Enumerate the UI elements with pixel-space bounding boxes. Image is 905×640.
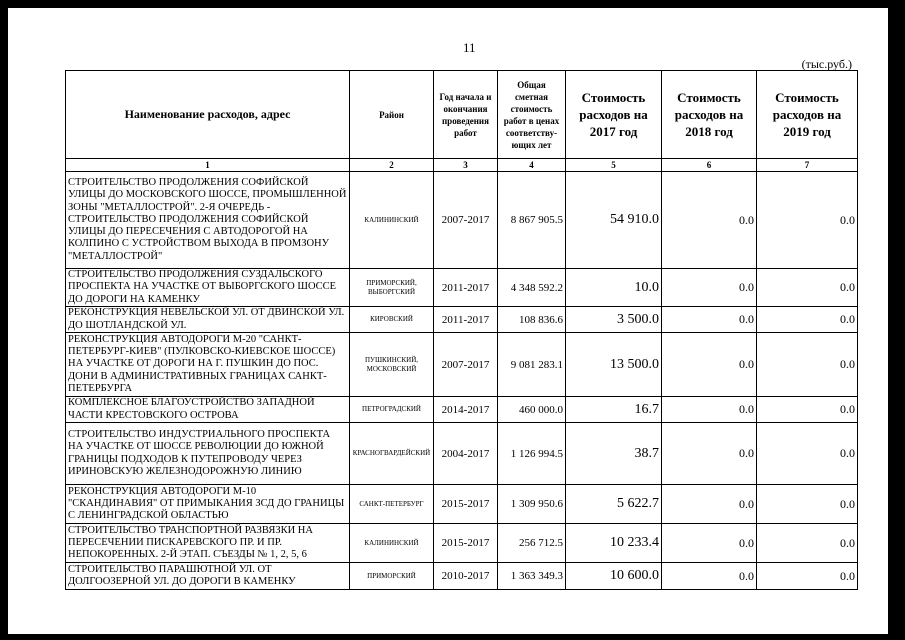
- row-name: СТРОИТЕЛЬСТВО ИНДУСТРИАЛЬНОГО ПРОСПЕКТА НА УЧАСТКЕ ОТ ШОССЕ РЕВОЛЮЦИИ ДО ЮЖНОЙ ГРАНИЦЫ ПОДХОДОВ К ПУТЕПРОВОДУ ЧЕРЕЗ ИРИНОВСКУЮ ЖЕЛЕЗНОДОРОЖНУЮ ЛИНИЮ: [66, 423, 350, 485]
- table-row: [66, 307, 858, 333]
- row-cost-2017: 10.0: [566, 269, 662, 307]
- row-district: САНКТ-ПЕТЕРБУРГ: [350, 485, 434, 524]
- row-cost-2019: 0.0: [757, 269, 858, 307]
- column-number: 3: [434, 159, 498, 172]
- row-cost-2018: 0.0: [662, 307, 757, 333]
- row-cost-2018: 0.0: [662, 333, 757, 397]
- row-period: 2007-2017: [434, 172, 498, 269]
- row-cost-2017: 3 500.0: [566, 307, 662, 333]
- header-total: Общая сметная стоимость работ в ценах соответству-ющих лет: [498, 71, 566, 159]
- row-period: 2011-2017: [434, 307, 498, 333]
- header-cost-2018: Стоимость расходов на 2018 год: [662, 71, 757, 159]
- row-district: ПУШКИНСКИЙ, МОСКОВСКИЙ: [350, 333, 434, 397]
- column-number: 2: [350, 159, 434, 172]
- column-number: 1: [66, 159, 350, 172]
- table-row: [66, 563, 858, 590]
- row-cost-2019: 0.0: [757, 333, 858, 397]
- row-period: 2015-2017: [434, 485, 498, 524]
- column-number: 5: [566, 159, 662, 172]
- row-total: 9 081 283.1: [498, 333, 566, 397]
- row-cost-2017: 10 233.4: [566, 524, 662, 563]
- row-total: 256 712.5: [498, 524, 566, 563]
- row-name: РЕКОНСТРУКЦИЯ НЕВЕЛЬСКОЙ УЛ. ОТ ДВИНСКОЙ УЛ. ДО ШОТЛАНДСКОЙ УЛ.: [66, 307, 350, 333]
- row-period: 2015-2017: [434, 524, 498, 563]
- table-row: [66, 524, 858, 563]
- row-cost-2018: 0.0: [662, 524, 757, 563]
- row-cost-2018: 0.0: [662, 485, 757, 524]
- row-total: 1 309 950.6: [498, 485, 566, 524]
- header-name: Наименование расходов, адрес: [66, 71, 350, 159]
- column-number-row: [66, 159, 858, 172]
- row-name: СТРОИТЕЛЬСТВО ПРОДОЛЖЕНИЯ СУЗДАЛЬСКОГО ПРОСПЕКТА НА УЧАСТКЕ ОТ ВЫБОРГСКОГО ШОССЕ ДО ДОРОГИ НА КАМЕНКУ: [66, 269, 350, 307]
- row-cost-2018: 0.0: [662, 397, 757, 423]
- row-total: 460 000.0: [498, 397, 566, 423]
- column-number: 6: [662, 159, 757, 172]
- row-cost-2017: 54 910.0: [566, 172, 662, 269]
- row-district: КАЛИНИНСКИЙ: [350, 172, 434, 269]
- table-row: [66, 269, 858, 307]
- row-district: ПРИМОРСКИЙ: [350, 563, 434, 590]
- row-cost-2019: 0.0: [757, 423, 858, 485]
- row-total: 1 363 349.3: [498, 563, 566, 590]
- expenses-table: [65, 70, 858, 590]
- table-row: [66, 423, 858, 485]
- row-cost-2019: 0.0: [757, 485, 858, 524]
- row-cost-2017: 13 500.0: [566, 333, 662, 397]
- row-total: 108 836.6: [498, 307, 566, 333]
- row-cost-2019: 0.0: [757, 397, 858, 423]
- header-row: [66, 71, 858, 159]
- row-cost-2017: 38.7: [566, 423, 662, 485]
- row-period: 2014-2017: [434, 397, 498, 423]
- table-row: [66, 172, 858, 269]
- row-period: 2004-2017: [434, 423, 498, 485]
- row-district: ПРИМОРСКИЙ, ВЫБОРГСКИЙ: [350, 269, 434, 307]
- row-total: 8 867 905.5: [498, 172, 566, 269]
- row-name: РЕКОНСТРУКЦИЯ АВТОДОРОГИ М-20 "САНКТ-ПЕТЕРБУРГ-КИЕВ" (ПУЛКОВСКО-КИЕВСКОЕ ШОССЕ) НА УЧАСТКЕ ОТ ДОРОГИ НА Г. ПУШКИН ДО ПОС. ДОНИ В АДМИНИСТРАТИВНЫХ ГРАНИЦАХ САНКТ-ПЕТЕРБУРГА: [66, 333, 350, 397]
- row-district: КАЛИНИНСКИЙ: [350, 524, 434, 563]
- row-cost-2018: 0.0: [662, 423, 757, 485]
- column-number: 4: [498, 159, 566, 172]
- document-page: [8, 8, 888, 634]
- row-cost-2019: 0.0: [757, 563, 858, 590]
- page-number: 11: [463, 40, 476, 55]
- row-name: СТРОИТЕЛЬСТВО ТРАНСПОРТНОЙ РАЗВЯЗКИ НА ПЕРЕСЕЧЕНИИ ПИСКАРЕВСКОГО ПР. И ПР. НЕПОКОРЕННЫХ. 2-Й ЭТАП. СЪЕЗДЫ № 1, 2, 5, 6: [66, 524, 350, 563]
- row-cost-2017: 5 622.7: [566, 485, 662, 524]
- row-total: 1 126 994.5: [498, 423, 566, 485]
- header-cost-2017: Стоимость расходов на 2017 год: [566, 71, 662, 159]
- header-cost-2019: Стоимость расходов на 2019 год: [757, 71, 858, 159]
- row-cost-2018: 0.0: [662, 172, 757, 269]
- table-row: [66, 333, 858, 397]
- header-district: Район: [350, 71, 434, 159]
- row-cost-2019: 0.0: [757, 172, 858, 269]
- row-cost-2017: 10 600.0: [566, 563, 662, 590]
- row-name: СТРОИТЕЛЬСТВО ПАРАШЮТНОЙ УЛ. ОТ ДОЛГООЗЕРНОЙ УЛ. ДО ДОРОГИ В КАМЕНКУ: [66, 563, 350, 590]
- row-period: 2010-2017: [434, 563, 498, 590]
- row-total: 4 348 592.2: [498, 269, 566, 307]
- header-years: Год начала и окончания проведения работ: [434, 71, 498, 159]
- table-row: [66, 485, 858, 524]
- row-cost-2017: 16.7: [566, 397, 662, 423]
- row-name: СТРОИТЕЛЬСТВО ПРОДОЛЖЕНИЯ СОФИЙСКОЙ УЛИЦЫ ДО МОСКОВСКОГО ШОССЕ, ПРОМЫШЛЕННОЙ ЗОНЫ "МЕТАЛЛОСТРОЙ". 2-Я ОЧЕРЕДЬ - СТРОИТЕЛЬСТВО ПРОДОЛЖЕНИЯ СОФИЙСКОЙ УЛИЦЫ ДО ПЕРЕСЕЧЕНИЯ С АВТОДОРОГОЙ НА КОЛПИНО С УСТРОЙСТВОМ ВЫХОДА В ПРОМЗОНУ "МЕТАЛЛОСТРОЙ": [66, 172, 350, 269]
- row-period: 2011-2017: [434, 269, 498, 307]
- row-district: ПЕТРОГРАДСКИЙ: [350, 397, 434, 423]
- row-cost-2018: 0.0: [662, 269, 757, 307]
- row-district: КИРОВСКИЙ: [350, 307, 434, 333]
- row-period: 2007-2017: [434, 333, 498, 397]
- column-number: 7: [757, 159, 858, 172]
- table-row: [66, 397, 858, 423]
- row-name: КОМПЛЕКСНОЕ БЛАГОУСТРОЙСТВО ЗАПАДНОЙ ЧАСТИ КРЕСТОВСКОГО ОСТРОВА: [66, 397, 350, 423]
- row-district: КРАСНОГВАРДЕЙСКИЙ: [350, 423, 434, 485]
- row-name: РЕКОНСТРУКЦИЯ АВТОДОРОГИ М-10 "СКАНДИНАВИЯ" ОТ ПРИМЫКАНИЯ ЗСД ДО ГРАНИЦЫ С ЛЕНИНГРАДСКОЙ ОБЛАСТЬЮ: [66, 485, 350, 524]
- row-cost-2019: 0.0: [757, 307, 858, 333]
- row-cost-2018: 0.0: [662, 563, 757, 590]
- units-label: (тыс.руб.): [801, 57, 852, 71]
- row-cost-2019: 0.0: [757, 524, 858, 563]
